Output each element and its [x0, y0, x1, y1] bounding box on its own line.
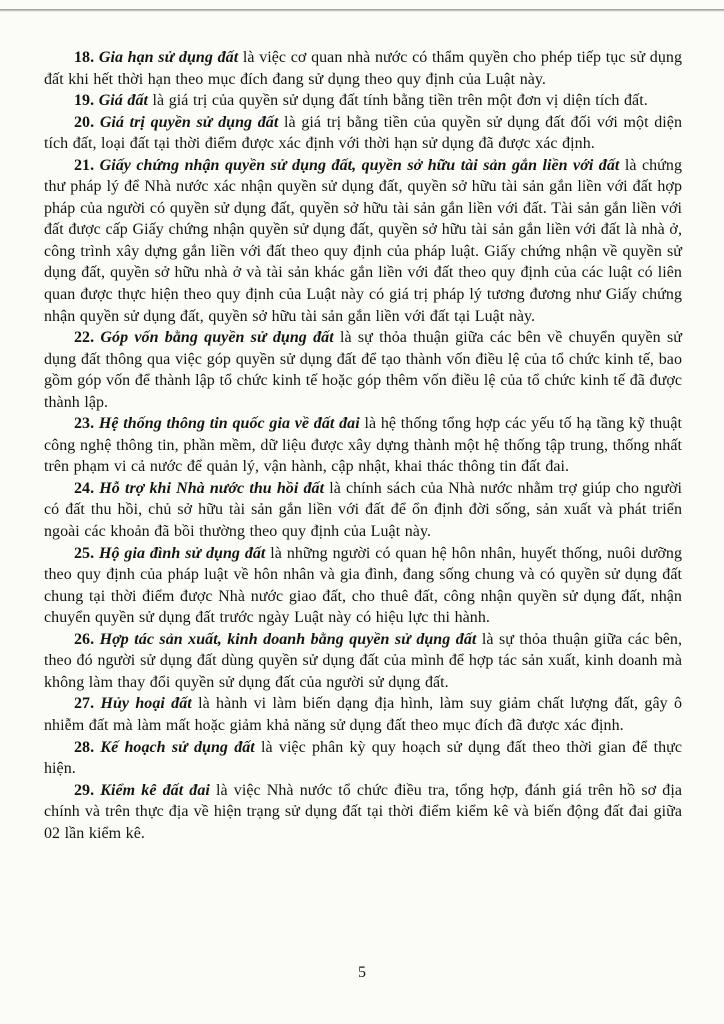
- definition-number: 23.: [74, 415, 99, 433]
- definition-paragraph: [44, 90, 682, 112]
- definition-paragraph: [44, 327, 682, 413]
- definition-body: là những người có quan hệ hôn nhân, huyết thống, nuôi dưỡng theo quy định của pháp luật về hôn nhân và gia đình, đang sống chung và có quyền sử dụng đất chung tại thời điểm được Nhà nước giao đất, cho thuê đất, công nhận quyền sử dụng đất, nhận chuyển quyền sử dụng đất trước ngày Luật này có hiệu lực thi hành.: [44, 544, 682, 627]
- definition-term: Giá trị quyền sử dụng đất: [99, 113, 279, 131]
- definition-term: Hợp tác sản xuất, kinh doanh bằng quyền sử dụng đất: [99, 630, 477, 648]
- definition-term: Giấy chứng nhận quyền sử dụng đất, quyền sở hữu tài sản gắn liền với đất: [99, 156, 620, 174]
- scan-edge-shadow: [0, 9, 724, 12]
- definition-number: 26.: [74, 630, 100, 648]
- definition-term: Kiểm kê đất đai: [100, 781, 210, 799]
- definition-body: là hành vi làm biến dạng địa hình, làm suy giảm chất lượng đất, gây ô nhiễm đất mà làm mất hoặc giảm khả năng sử dụng đất theo mục đích đã được xác định.: [44, 695, 683, 734]
- scan-edge-artifact: [0, 0, 724, 9]
- definition-term: Hệ thống thông tin quốc gia về đất đai: [98, 415, 360, 433]
- definition-number: 25.: [74, 544, 100, 562]
- definition-number: 29.: [74, 781, 101, 799]
- definition-body: là việc cơ quan nhà nước có thẩm quyền cho phép tiếp tục sử dụng đất khi hết thời hạn theo mục đích đang sử dụng theo quy định của Luật này.: [44, 49, 682, 88]
- definition-body: là giá trị của quyền sử dụng đất tính bằng tiền trên một đơn vị diện tích đất.: [148, 92, 648, 110]
- definition-paragraph: [44, 112, 682, 155]
- definition-paragraph: [44, 413, 682, 478]
- definition-paragraph: [44, 780, 682, 845]
- definition-number: 18.: [74, 49, 99, 66]
- definition-paragraph: [44, 543, 682, 629]
- definition-term: Hỗ trợ khi Nhà nước thu hồi đất: [99, 479, 325, 497]
- definition-body: là việc phân kỳ quy hoạch sử dụng đất theo thời gian để thực hiện.: [44, 738, 682, 778]
- definition-body: là giá trị bằng tiền của quyền sử dụng đất đối với một diện tích đất, loại đất tại thời điểm được xác định với thời hạn sử dụng đã được xác định.: [44, 113, 682, 153]
- definition-body: là chính sách của Nhà nước nhằm trợ giúp cho người có đất thu hồi, chủ sở hữu tài sản gắn liền với đất để ổn định đời sống, sản xuất và phát triển ngoài các khoản đã bồi thường theo quy định của Luật này.: [44, 479, 682, 541]
- definition-term: Giá đất: [98, 92, 148, 110]
- definitions-list: [44, 47, 682, 844]
- definition-number: 27.: [74, 695, 101, 713]
- definition-term: Hộ gia đình sử dụng đất: [99, 544, 266, 562]
- definition-paragraph: [44, 155, 682, 327]
- definition-paragraph: [44, 737, 682, 780]
- definition-term: Hủy hoại đất: [100, 695, 192, 713]
- definition-number: 24.: [74, 479, 100, 497]
- definition-body: là việc Nhà nước tổ chức điều tra, tổng hợp, đánh giá trên hồ sơ địa chính và trên thực địa về hiện trạng sử dụng đất tại thời điểm kiểm kê và biến động đất đai giữa 02 lần kiểm kê.: [44, 781, 682, 842]
- definition-body: là hệ thống tổng hợp các yếu tố hạ tầng kỹ thuật công nghệ thông tin, phần mềm, dữ liệu được xây dựng thành một hệ thống tập trung, thống nhất trên phạm vi cả nước để quản lý, vận hành, cập nhật, khai thác thông tin đất đai.: [44, 415, 682, 476]
- definition-term: Kế hoạch sử dụng đất: [100, 738, 255, 756]
- definition-body: là sự thỏa thuận giữa các bên về chuyển quyền sử dụng đất thông qua việc góp quyền sử dụng đất để tạo thành vốn điều lệ của tổ chức kinh tế, bao gồm góp vốn để thành lập tổ chức kinh tế hoặc góp thêm vốn điều lệ của tổ chức kinh tế đã được thành lập.: [44, 329, 682, 411]
- definition-paragraph: [44, 478, 682, 543]
- definition-body: là chứng thư pháp lý để Nhà nước xác nhận quyền sử dụng đất, quyền sở hữu tài sản gắn liền với đất hợp pháp của người có quyền sử dụng đất, quyền sở hữu tài sản gắn liền với đất. Tài sản gắn liền với đất được cấp Giấy chứng nhận quyền sử dụng đất, quyền sở hữu tài sản gắn liền với đất là nhà ở, công trình xây dựng gắn liền với đất theo quy định của pháp luật. Giấy chứng nhận về quyền sử dụng đất, quyền sở hữu nhà ở và tài sản khác gắn liền với đất theo quy định của các luật có liên quan được thực hiện theo quy định của Luật này có giá trị pháp lý tương đương như Giấy chứng nhận quyền sử dụng đất, quyền sở hữu tài sản gắn liền với đất tại Luật này.: [44, 156, 682, 325]
- definition-number: 19.: [74, 92, 99, 110]
- definition-term: Gia hạn sử dụng đất: [98, 49, 239, 66]
- definition-number: 21.: [74, 156, 100, 174]
- definition-paragraph: [44, 47, 682, 90]
- definition-paragraph: [44, 693, 682, 736]
- definition-paragraph: [44, 629, 682, 694]
- definition-term: Góp vốn bằng quyền sử dụng đất: [100, 329, 334, 347]
- definition-number: 22.: [74, 329, 101, 347]
- page-number: 5: [358, 964, 366, 981]
- definition-body: là sự thỏa thuận giữa các bên, theo đó người sử dụng đất dùng quyền sử dụng đất của mình để hợp tác sản xuất, kinh doanh mà không làm thay đổi quyền sử dụng đất của người sử dụng đất.: [44, 630, 682, 691]
- definition-number: 28.: [74, 738, 101, 756]
- definition-number: 20.: [74, 113, 100, 131]
